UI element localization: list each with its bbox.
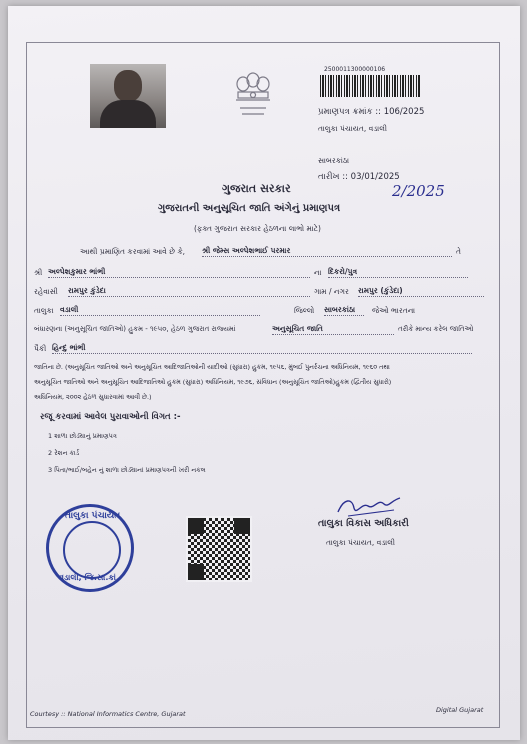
legal-para-line1: જાતિના છે. (અનુસૂચિત જાતિઓ અને અનુસૂચિત આદિજાતિઓની યાદીઓ (સુધારા) હુકમ, ૧૯૫૬, મુંબઈ પુનર્રચના અધિનિયમ, ૧૯૬૦ તથા (34, 363, 390, 371)
header-district: સાબરકાંઠા (318, 156, 350, 165)
handwritten-number: 2/2025 (392, 182, 445, 200)
district-label: જિલ્લો (294, 306, 315, 315)
cert-number: પ્રમાણપત્ર ક્રમાંક :: 106/2025 (318, 107, 425, 117)
signatory-office: તાલુકા પંચાયત, વડાલી (326, 538, 396, 547)
officer-signature-icon (334, 492, 404, 520)
father-prefix: શ્રી (34, 268, 43, 277)
relation-value: દિકરો/પુત્ર (328, 267, 468, 278)
issue-date-label: તારીખ (318, 172, 340, 182)
evidence-item: 1 શાળા છોડ્યાનું પ્રમાણપત્ર (48, 432, 117, 440)
photo-head (114, 70, 142, 102)
certificate-subtitle: (ફક્ત ગુજરાત સરકાર હેઠળના લાભો માટે) (194, 224, 321, 233)
national-emblem-icon (230, 66, 276, 122)
photo-body (100, 100, 156, 128)
cert-number-label: પ્રમાણપત્ર ક્રમાંક (318, 107, 373, 117)
qr-code-icon (188, 518, 250, 580)
evidence-item: 3 પિતા/ભાઈ/બહેન નું શાળા છોડ્યાનાં પ્રમાણપત્રની ખરી નકલ (48, 466, 206, 474)
holder-photo (90, 64, 166, 128)
attest-prefix: આથી પ્રમાણિત કરવામાં આવે છે કે, (80, 247, 186, 256)
footer-brand: Digital Gujarat (436, 706, 484, 714)
stamp-bottom-text: વડાલી, જિ.સા.કાં. (59, 573, 120, 582)
evidence-item: 2 રેશન કાર્ડ (48, 449, 80, 457)
relation-label: ના (314, 268, 322, 277)
caste-prefix: પૈકી (34, 344, 47, 353)
header-office: તાલુકા પંચાયત, વડાલી (318, 124, 388, 133)
barcode-icon (320, 75, 420, 97)
resident-value: રામપુર કુંડેદા (68, 286, 310, 297)
signatory-title: તાલુકા વિકાસ અધિકારી (318, 518, 409, 529)
village-value: રામપુર (કુંડેદા) (358, 286, 484, 297)
district-value: સાબરકાંઠા (324, 305, 364, 316)
order-suffix: તરીકે માન્ય કરેલ જાતિઓ (398, 325, 474, 333)
issue-date-value: 03/01/2025 (350, 172, 400, 182)
father-name: અલ્પેશકુમાર ભાંભી (48, 267, 310, 278)
evidence-heading: રજૂ કરવામાં આવેલ પુરાવાઓની વિગત :- (40, 412, 181, 422)
gov-title: ગુજરાત સરકાર (222, 182, 291, 195)
category-value: અનુસૂચિત જાતિ (272, 324, 394, 335)
certificate-page (8, 6, 520, 740)
issue-date: તારીખ :: 03/01/2025 (318, 172, 400, 182)
taluka-value: વડાલી (60, 305, 260, 316)
stamp-top-text: તાલુકા પંચાયત (65, 511, 121, 521)
village-label: ગામ / નગર (314, 287, 349, 296)
resident-label: રહેવાસી (34, 287, 58, 296)
holder-name: શ્રી જેમ્સ અલ્પેશભાઈ પરમાર (202, 246, 452, 257)
order-text: બંધારણના (અનુસૂચિત જાતિઓ) હુકમ - ૧૯૫૦, હેઠળ ગુજરાત રાજ્યમાં (34, 325, 236, 333)
certificate-title: ગુજરાતની અનુસૂચિત જાતિ અંગેનું પ્રમાણપત્ર (158, 203, 341, 214)
legal-para-line2: અનુસૂચિત જાતિઓ અને અનુસૂચિત આદિજાતિઓ હુકમ (સુધારા) અધિનિયમ, ૧૯૭૬, સંવિધાન (અનુસૂચિત જાતિઓ)હુકમ (દ્વિતીય સુધારો) (34, 378, 392, 386)
barcode-number: 2500011300000106 (324, 66, 386, 73)
legal-para-line3: અધિનિયમ, ૨૦૦૨ હેઠળ સુધારવામાં આવી છે.) (34, 393, 152, 401)
taluka-label: તાલુકા (34, 306, 54, 315)
caste-value: હિન્દુ ભાંભી (52, 343, 472, 354)
attest-suffix: તે (456, 247, 461, 256)
state-label: જેઓ ભારતના (372, 306, 416, 315)
stamp-inner-ring (63, 521, 121, 579)
footer-courtesy: Courtesy :: National Informatics Centre, Gujarat (30, 710, 186, 718)
cert-number-value: 106/2025 (383, 107, 425, 117)
panchayat-stamp (46, 504, 134, 592)
